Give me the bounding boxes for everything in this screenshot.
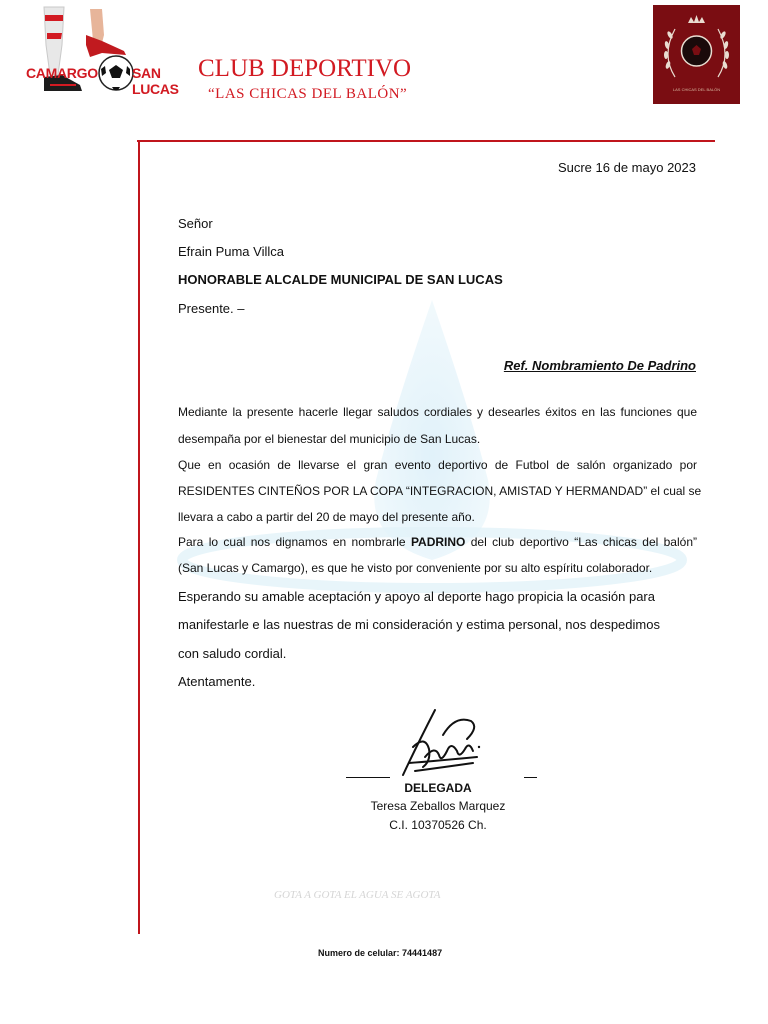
handwritten-signature (395, 705, 485, 780)
body-line: (San Lucas y Camargo), es que he visto por conveniente por su alto espíritu colaborador. (178, 561, 653, 575)
body-line: llevara a cabo a partir del 20 de mayo del presente año. (178, 510, 475, 524)
emblem-caption: LAS CHICAS DEL BALÓN (672, 87, 721, 92)
body-text: Para lo cual nos dignamos en nombrarle (178, 535, 411, 549)
body-line: Mediante la presente hacerle llegar saludos cordiales y desearles éxitos en las funciones que (178, 405, 697, 419)
body-line: con saludo cordial. (178, 646, 287, 661)
signer-id: C.I. 10370526 Ch. (389, 818, 487, 832)
club-title: CLUB DEPORTIVO (198, 55, 412, 82)
phone-number: 74441487 (402, 948, 443, 958)
recipient-title: HONORABLE ALCALDE MUNICIPAL DE SAN LUCAS (178, 272, 503, 287)
letter-frame-left (138, 140, 140, 934)
body-bold-text: PADRINO (410, 535, 466, 549)
present-line: Presente. – (178, 301, 245, 316)
recipient-name: Efrain Puma Villca (178, 244, 284, 259)
body-line: desempaña por el bienestar del municipio de San Lucas. (178, 432, 481, 446)
club-subtitle: “LAS CHICAS DEL BALÓN” (208, 86, 408, 102)
signature-line-left (346, 777, 390, 778)
body-line: Esperando su amable aceptación y apoyo al deporte hago propicia la ocasión para (178, 589, 655, 604)
reference-line: Ref. Nombramiento De Padrino (503, 358, 696, 373)
body-line: RESIDENTES CINTEÑOS POR LA COPA “INTEGRACION, AMISTAD Y HERMANDAD” el cual se (178, 484, 702, 498)
phone-label: Numero de celular: (318, 948, 403, 958)
signature-line-right (524, 777, 537, 778)
body-line: manifestarle e las nuestras de mi consideración y estima personal, nos despedimos (178, 617, 660, 632)
body-text: del club deportivo “Las chicas del balón” (465, 535, 697, 549)
salutation: Señor (178, 216, 213, 231)
letter-date: Sucre 16 de mayo 2023 (557, 160, 696, 175)
phone-line (318, 948, 442, 958)
logo-word-san-lucas: SAN LUCAS (132, 65, 179, 97)
logo-word-camargo: CAMARGO (26, 65, 98, 81)
signer-name: Teresa Zeballos Marquez (370, 799, 506, 813)
body-line: Que en ocasión de llevarse el gran evento deportivo de Futbol de salón organizado por (178, 458, 697, 472)
letter-frame-top (137, 140, 715, 142)
club-logo (20, 5, 200, 97)
club-emblem (653, 5, 740, 104)
motto: GOTA A GOTA EL AGUA SE AGOTA (274, 889, 441, 901)
closing-line: Atentamente. (178, 674, 256, 689)
signer-role: DELEGADA (404, 781, 472, 795)
body-line (178, 535, 697, 549)
